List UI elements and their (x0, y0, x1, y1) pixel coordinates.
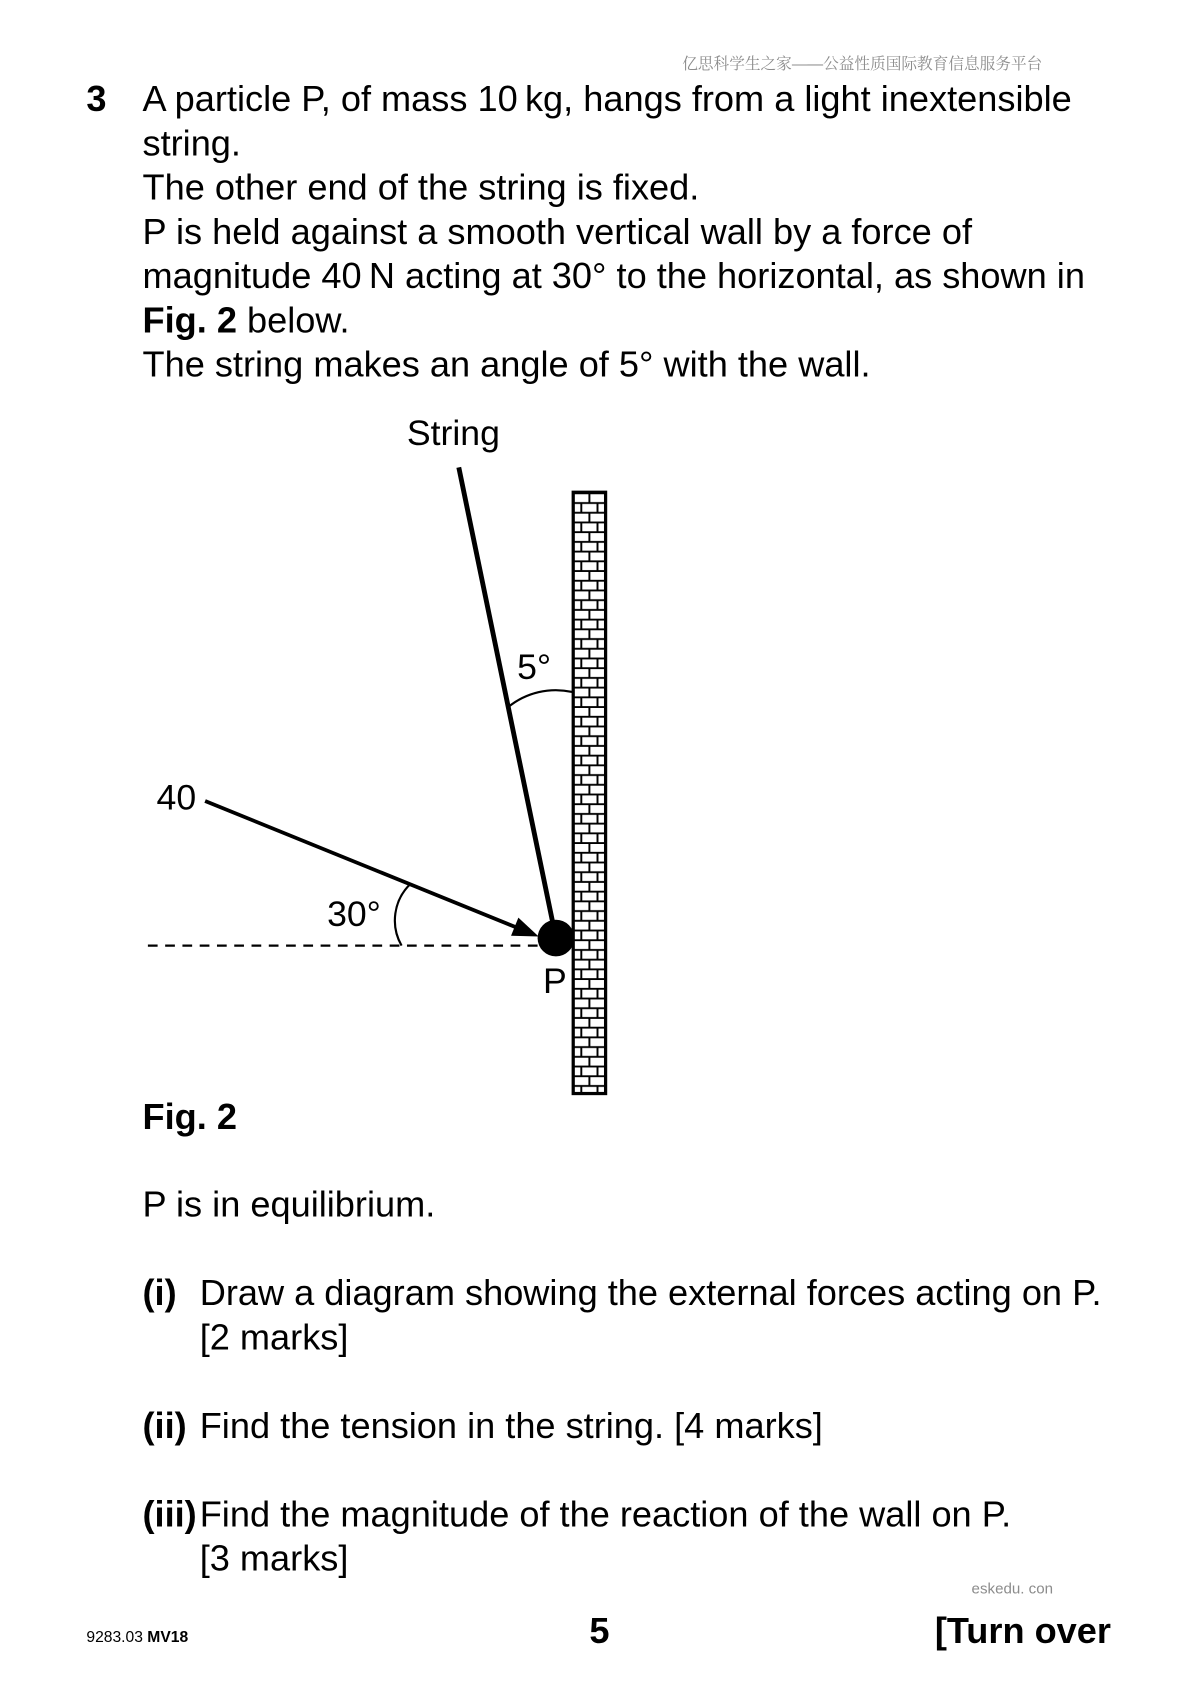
question-text-line: The string makes an angle of 5° with the wall. (142, 345, 871, 386)
string-angle-label: 5° (517, 647, 552, 688)
site-mark: eskedu. con (971, 1579, 1054, 1597)
part-text: Find the magnitude of the reaction of the wall on P. (199, 1495, 1012, 1536)
force-angle-label: 30° (327, 894, 381, 935)
question-text-line: P is held against a smooth vertical wall by a force of (142, 212, 972, 253)
part-text: Draw a diagram showing the external forces acting on P. (199, 1273, 1102, 1314)
particle-label: P (542, 961, 567, 1002)
part-marks: [3 marks] (199, 1539, 349, 1580)
particle-p (538, 920, 575, 957)
equilibrium-statement: P is in equilibrium. (142, 1185, 436, 1226)
part-label: (iii) (142, 1495, 197, 1536)
figure-caption: Fig. 2 (142, 1097, 237, 1138)
string-label: String (406, 412, 500, 453)
question-text-line: The other end of the string is fixed. (142, 168, 700, 209)
part-label: (i) (142, 1273, 177, 1314)
question-text-fragment: below. (236, 301, 350, 342)
question-text-line: string. (142, 124, 241, 165)
part-marks: [2 marks] (199, 1318, 349, 1359)
page-number: 5 (589, 1611, 610, 1652)
force-magnitude-label: 40 (156, 777, 197, 818)
force-angle-arc (395, 884, 410, 946)
watermark-text: 亿思科学生之家——公益性质国际教育信息服务平台 (682, 56, 1043, 74)
question-text-line (142, 299, 1084, 343)
part-text: Find the tension in the string. [4 marks] (199, 1406, 823, 1447)
question-number: 3 (86, 79, 107, 120)
paper-reference (86, 1629, 188, 1646)
question-text-line: A particle P, of mass 10 kg, hangs from a light inextensible (142, 79, 1072, 120)
string-line (459, 467, 556, 938)
figure-reference: Fig. 2 (142, 301, 237, 342)
part-label: (ii) (142, 1406, 187, 1447)
string-angle-arc (508, 690, 572, 707)
force-diagram (0, 399, 1191, 1111)
paper-variant: MV18 (147, 1628, 189, 1647)
turn-over-label: [Turn over (934, 1611, 1111, 1652)
question-text-line: magnitude 40 N acting at 30° to the horizontal, as shown in (142, 256, 1085, 297)
question-stem (142, 78, 1084, 388)
wall (573, 492, 605, 1093)
paper-code: 9283.03 (86, 1628, 143, 1647)
force-arrowhead (511, 918, 539, 937)
